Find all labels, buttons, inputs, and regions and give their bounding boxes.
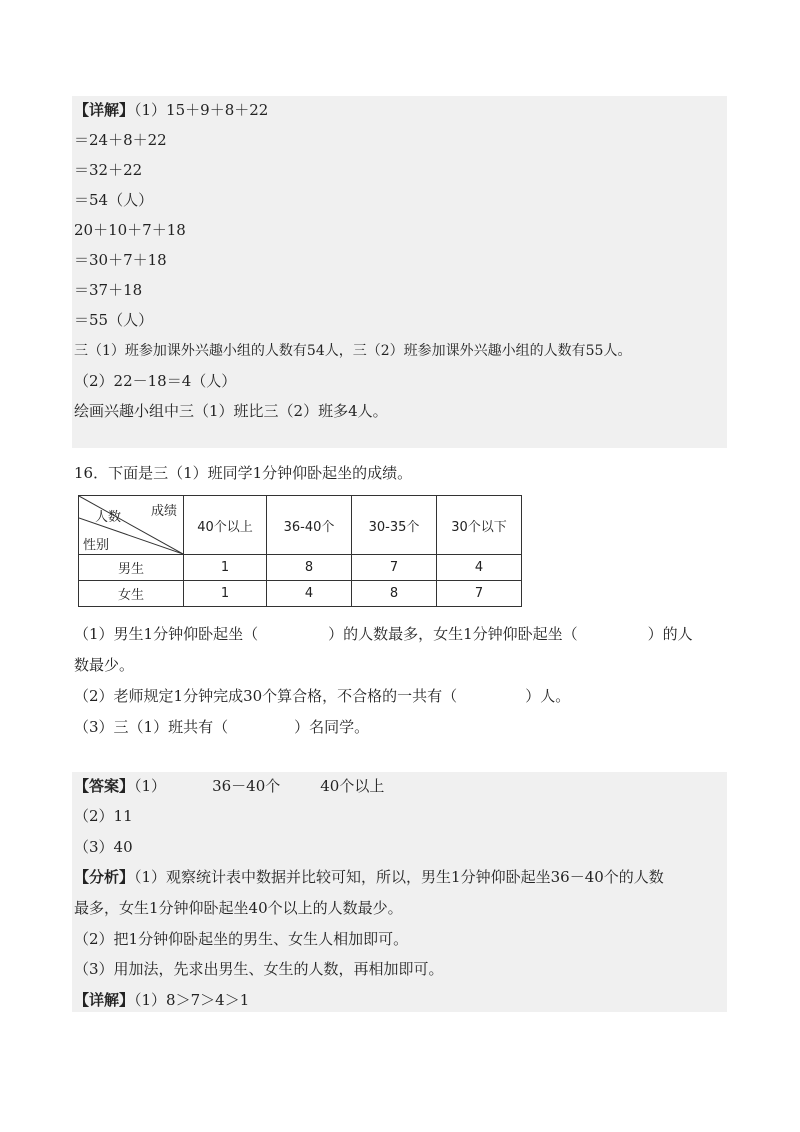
analysis-label: 【分析】	[74, 868, 135, 886]
explain-line-0	[74, 100, 268, 120]
explain-line-1: ＝24＋8＋22	[74, 131, 167, 149]
explain-line-5: ＝30＋7＋18	[74, 251, 167, 269]
answer-line-2: （2）11	[74, 807, 133, 825]
explain-label: 【详解】	[74, 101, 135, 119]
question-1-line-2: 数最少。	[74, 656, 135, 674]
q1-part-b: ）的人数最多，女生1分钟仰卧起坐（	[328, 625, 578, 643]
analysis-line-1	[74, 867, 664, 887]
question-1-line	[74, 624, 693, 644]
explain-line-8: 三（1）班参加课外兴趣小组的人数有54人，三（2）班参加课外兴趣小组的人数有55人。	[74, 343, 632, 359]
q2-part-b: ）人。	[525, 687, 571, 705]
explain-line-7: ＝55（人）	[74, 311, 154, 329]
explain-line-10: 绘画兴趣小组中三（1）班比三（2）班多4人。	[74, 402, 388, 420]
question-title: 16．下面是三（1）班同学1分钟仰卧起坐的成绩。	[74, 464, 413, 482]
corner-label-gender: 性别	[83, 538, 110, 553]
table-cell: 4	[267, 581, 352, 607]
table-header-cell: 36-40个	[267, 496, 352, 555]
row-label: 男生	[79, 555, 184, 581]
answer-label: 【答案】	[74, 777, 135, 795]
explain-line-9: （2）22－18＝4（人）	[74, 372, 237, 390]
q3-part-a: （3）三（1）班共有（	[74, 718, 229, 736]
detail-line-1	[74, 990, 249, 1010]
score-table	[78, 495, 522, 607]
detail-label: 【详解】	[74, 991, 135, 1009]
table-cell: 7	[437, 581, 522, 607]
table-cell: 7	[352, 555, 437, 581]
table-row	[79, 581, 522, 607]
q1-part-a: （1）男生1分钟仰卧起坐（	[74, 625, 259, 643]
table-row	[79, 555, 522, 581]
answer-line-3: （3）40	[74, 838, 133, 856]
answer-1-value-1: 36－40个	[212, 777, 281, 795]
table-cell: 4	[437, 555, 522, 581]
analysis-line-4: （3）用加法，先求出男生、女生的人数，再相加即可。	[74, 960, 444, 978]
answer-1-value-2: 40个以上	[320, 777, 385, 795]
explain-text: （1）15＋9＋8＋22	[134, 101, 269, 119]
corner-label-score: 成绩	[151, 504, 178, 519]
analysis-line-2: 最多，女生1分钟仰卧起坐40个以上的人数最少。	[74, 899, 403, 917]
explain-line-4: 20＋10＋7＋18	[74, 221, 186, 239]
explain-line-2: ＝32＋22	[74, 161, 143, 179]
table-cell: 8	[267, 555, 352, 581]
table-cell: 8	[352, 581, 437, 607]
question-2-line	[74, 686, 570, 706]
row-label: 女生	[79, 581, 184, 607]
table-header-cell: 30个以下	[437, 496, 522, 555]
analysis-line-3: （2）把1分钟仰卧起坐的男生、女生人相加即可。	[74, 930, 409, 948]
explain-line-6: ＝37＋18	[74, 281, 143, 299]
table-header-cell: 30-35个	[352, 496, 437, 555]
q2-part-a: （2）老师规定1分钟完成30个算合格，不合格的一共有（	[74, 687, 458, 705]
table-header-row	[79, 496, 522, 555]
table-corner-cell	[79, 496, 184, 555]
q1-part-c: ）的人	[647, 625, 693, 643]
detail-text-1: （1）8＞7＞4＞1	[134, 991, 250, 1009]
table-cell: 1	[184, 555, 267, 581]
question-3-line	[74, 717, 369, 737]
table-cell: 1	[184, 581, 267, 607]
analysis-text-1: （1）观察统计表中数据并比较可知，所以，男生1分钟仰卧起坐36－40个的人数	[134, 868, 664, 886]
explain-line-3: ＝54（人）	[74, 191, 154, 209]
answer-line-1	[74, 776, 384, 796]
q3-part-b: ）名同学。	[294, 718, 370, 736]
explanation-block-1	[72, 96, 727, 448]
corner-label-count: 人数	[95, 510, 122, 525]
table-header-cell: 40个以上	[184, 496, 267, 555]
answer-1-prefix: （1）	[134, 777, 167, 795]
